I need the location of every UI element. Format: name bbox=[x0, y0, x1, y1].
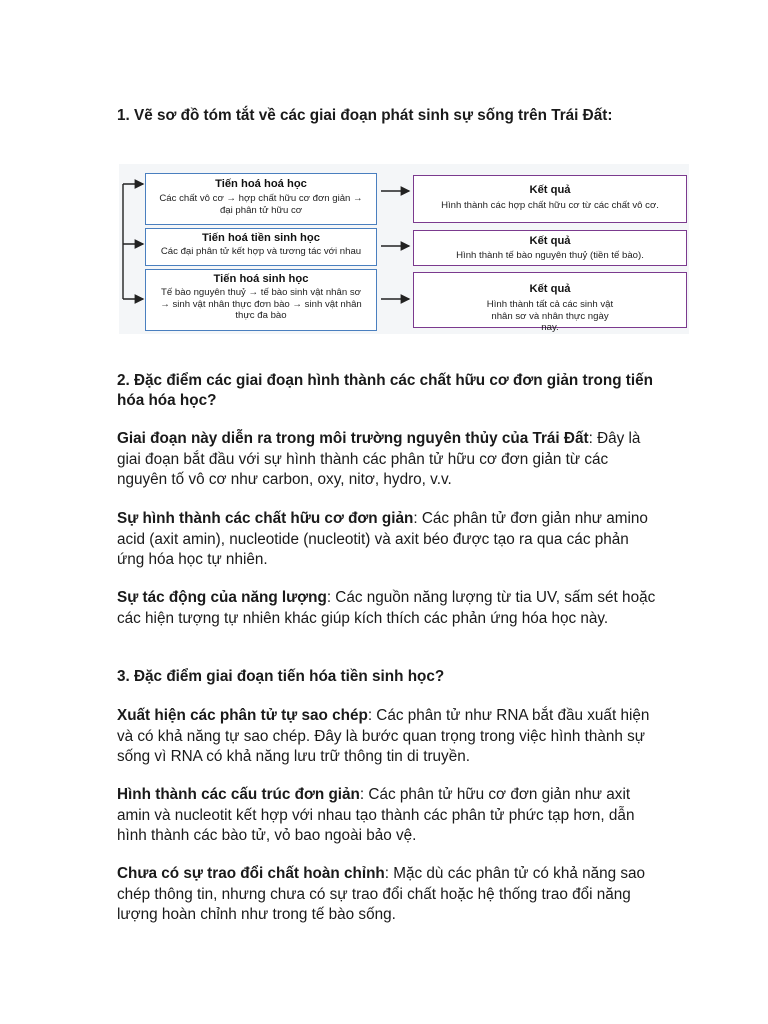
result-box-3 bbox=[413, 272, 687, 333]
term: Sự hình thành các chất hữu cơ đơn giản bbox=[117, 510, 414, 527]
result-box-1 bbox=[413, 175, 687, 223]
stage-box-prebiotic bbox=[145, 228, 377, 266]
q2-item-2 bbox=[117, 509, 657, 571]
result-box-2 bbox=[413, 230, 687, 266]
q2-item-3 bbox=[117, 588, 657, 629]
question-3-title: 3. Đặc điểm giai đoạn tiến hóa tiền sinh học? bbox=[117, 668, 445, 685]
stage-box-biological bbox=[145, 269, 377, 331]
definition: : Mặc dù các phân tử có khả năng sao chép thông tin, nhưng chưa có sự trao đổi chất hoặc hệ thống trao đổi năng lượng hoàn chỉnh như trong tế bào sống. bbox=[117, 865, 646, 923]
q2-item-1 bbox=[117, 429, 657, 491]
term: Chưa có sự trao đổi chất hoàn chỉnh bbox=[117, 865, 385, 882]
definition: : Các phân tử như RNA bắt đầu xuất hiện và có khả năng tự sao chép. Đây là bước quan trọng trong việc hình thành sự sống vì RNA có khả năng lưu trữ thông tin di truyền. bbox=[117, 707, 650, 765]
definition: : Các nguồn năng lượng từ tia UV, sấm sét hoặc các hiện tượng tự nhiên khác giúp kích thích các phản ứng hóa học này. bbox=[117, 589, 656, 627]
stage-title: Tiến hoá tiền sinh học bbox=[202, 232, 320, 244]
q3-item-3 bbox=[117, 864, 657, 926]
evolution-diagram bbox=[119, 164, 689, 334]
stage-desc: Các đại phân tử kết hợp và tương tác với nhau bbox=[160, 246, 362, 257]
stage-title: Tiến hoá sinh học bbox=[213, 273, 309, 285]
result-title: Kết quả bbox=[529, 184, 571, 196]
term: Xuất hiện các phân tử tự sao chép bbox=[117, 707, 368, 724]
result-desc: Hình thành tất cả các sinh vật nhân sơ và nhân thực ngày nay. bbox=[486, 299, 614, 333]
q3-item-2 bbox=[117, 785, 657, 847]
q3-item-1 bbox=[117, 706, 657, 768]
definition: : Đây là giai đoạn bắt đầu với sự hình thành các phân tử hữu cơ đơn giản từ các nguyên tố vô cơ như carbon, oxy, nitơ, hydro, v.v. bbox=[117, 430, 641, 488]
question-2-title: 2. Đặc điểm các giai đoạn hình thành các chất hữu cơ đơn giản trong tiến hóa hóa học? bbox=[117, 372, 654, 409]
term: Giai đoạn này diễn ra trong môi trường nguyên thủy của Trái Đất bbox=[117, 430, 589, 447]
term: Hình thành các cấu trúc đơn giản bbox=[117, 786, 360, 803]
stage-title: Tiến hoá hoá học bbox=[215, 178, 307, 190]
result-title: Kết quả bbox=[529, 235, 571, 247]
stage-desc: Các chất vô cơ → hợp chất hữu cơ đơn giản → đại phân tử hữu cơ bbox=[159, 193, 363, 216]
stage-box-chemical bbox=[145, 173, 377, 225]
result-desc: Hình thành tế bào nguyên thuỷ (tiền tế bào). bbox=[456, 250, 644, 261]
stage-desc: Tế bào nguyên thuỷ → tế bào sinh vật nhân sơ → sinh vật nhân thực đơn bào → sinh vật nhân thực đa bào bbox=[160, 287, 362, 321]
result-desc: Hình thành các hợp chất hữu cơ từ các chất vô cơ. bbox=[441, 200, 659, 211]
question-1-title: 1. Vẽ sơ đồ tóm tắt về các giai đoạn phát sinh sự sống trên Trái Đất: bbox=[117, 107, 613, 124]
definition: : Các phân tử đơn giản như amino acid (axit amin), nucleotide (nucleotit) và axit béo được tạo ra qua các phản ứng hóa học tự nhiên. bbox=[117, 510, 648, 568]
definition: : Các phân tử hữu cơ đơn giản như axit amin và nucleotit kết hợp với nhau tạo thành các phân tử phức tạp hơn, dẫn hình thành các bào tử, vỏ bao ngoài bảo vệ. bbox=[117, 786, 635, 844]
term: Sự tác động của năng lượng bbox=[117, 589, 327, 606]
result-title: Kết quả bbox=[529, 283, 571, 295]
